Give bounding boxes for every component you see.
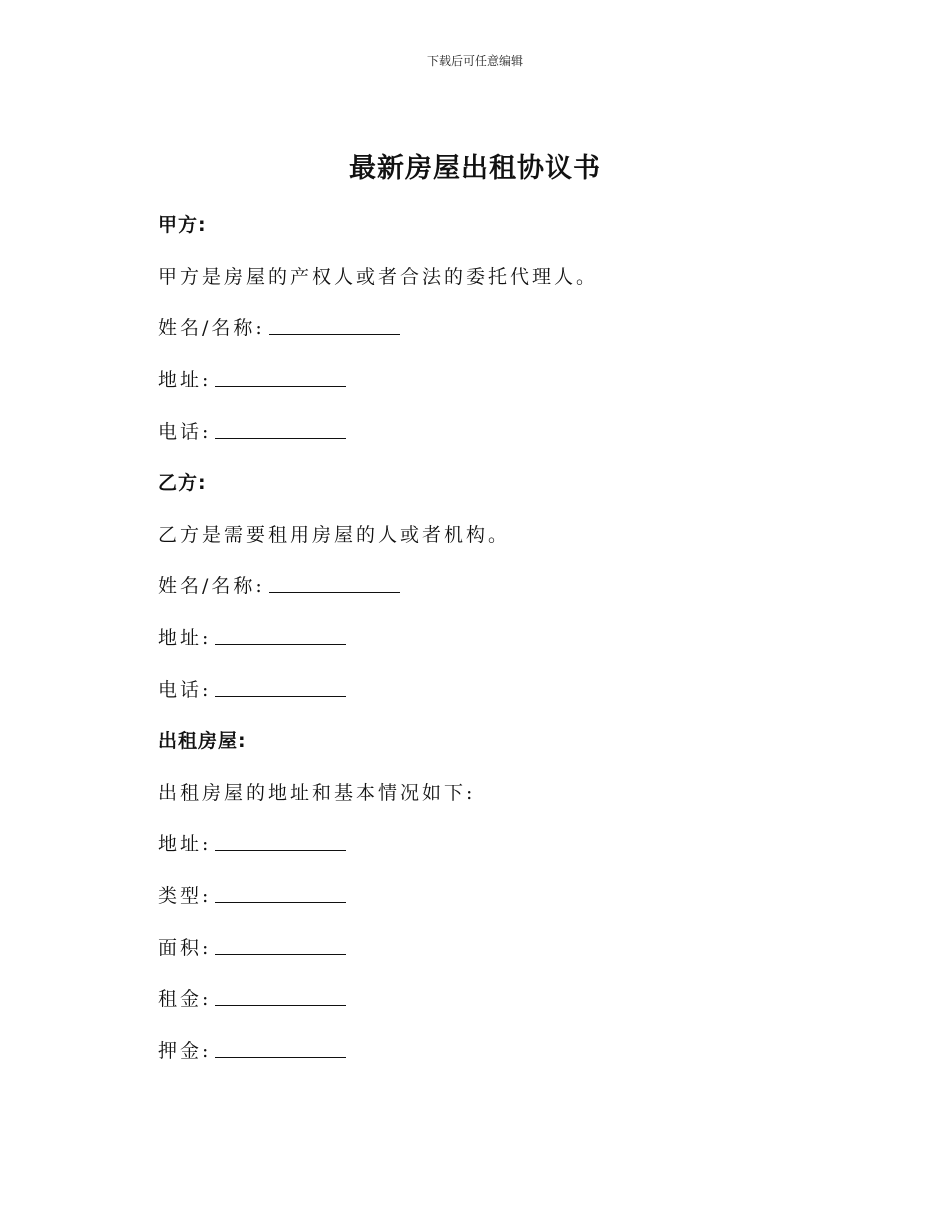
party-a-address-row (158, 353, 798, 405)
party-b-address-label: 地址: (158, 627, 212, 650)
party-a-name-row (158, 301, 798, 353)
party-b-phone-row (158, 662, 798, 714)
property-area-label: 面积: (158, 936, 212, 959)
page-header-note: 下载后可任意编辑 (426, 54, 523, 68)
party-a-description: 甲方是房屋的产权人或者合法的委托代理人。 (158, 265, 599, 288)
party-a-name-field[interactable] (269, 314, 400, 335)
property-deposit-row (158, 1024, 798, 1076)
party-a-address-field[interactable] (215, 366, 346, 387)
document-body (158, 198, 798, 1075)
property-rent-row (158, 972, 798, 1024)
party-b-name-label: 姓名/名称: (158, 575, 265, 598)
party-b-address-row (158, 611, 798, 663)
property-type-row (158, 869, 798, 921)
party-a-heading: 甲方: (158, 214, 207, 237)
property-address-field[interactable] (215, 830, 346, 851)
party-a-name-label: 姓名/名称: (158, 317, 265, 340)
party-a-phone-label: 电话: (158, 420, 212, 443)
property-address-label: 地址: (158, 833, 212, 856)
document-title: 最新房屋出租协议书 (349, 153, 601, 184)
property-deposit-field[interactable] (215, 1037, 346, 1058)
property-area-field[interactable] (215, 934, 346, 955)
party-b-phone-field[interactable] (215, 676, 346, 697)
property-deposit-label: 押金: (158, 1039, 212, 1062)
party-b-section (158, 456, 798, 714)
party-b-name-field[interactable] (269, 572, 400, 593)
property-area-row (158, 920, 798, 972)
party-b-heading: 乙方: (158, 472, 207, 495)
property-type-field[interactable] (215, 882, 346, 903)
property-address-row (158, 817, 798, 869)
party-b-phone-label: 电话: (158, 678, 212, 701)
party-a-phone-row (158, 404, 798, 456)
property-description: 出租房屋的地址和基本情况如下: (158, 781, 476, 804)
party-a-phone-field[interactable] (215, 418, 346, 439)
property-rent-label: 租金: (158, 988, 212, 1011)
party-b-name-row (158, 559, 798, 611)
party-b-description: 乙方是需要租用房屋的人或者机构。 (158, 523, 511, 546)
party-a-address-label: 地址: (158, 369, 212, 392)
property-section (158, 714, 798, 1075)
property-type-label: 类型: (158, 885, 212, 908)
property-heading: 出租房屋: (158, 730, 247, 753)
party-a-section (158, 198, 798, 456)
property-rent-field[interactable] (215, 985, 346, 1006)
party-b-address-field[interactable] (215, 624, 346, 645)
